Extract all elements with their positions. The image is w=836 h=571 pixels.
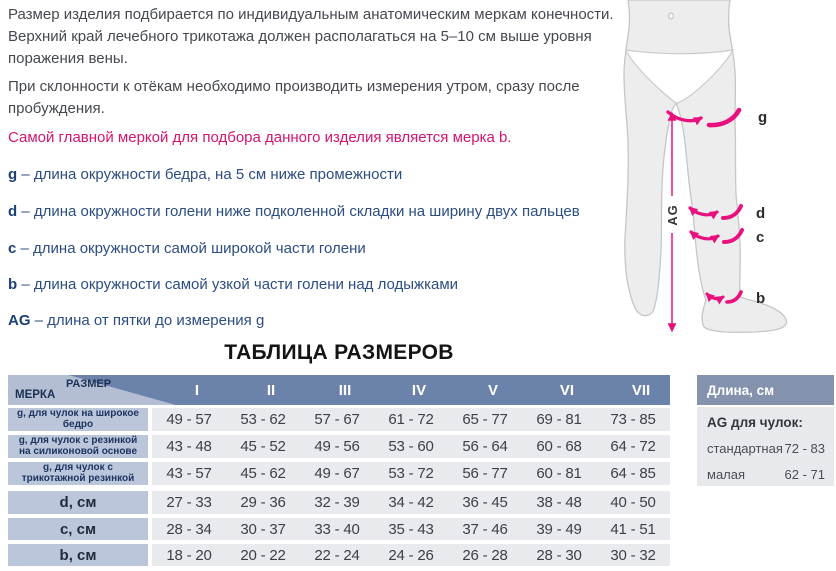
table-cell: 38 - 48 <box>536 494 582 511</box>
table-cell: 20 - 22 <box>240 546 286 564</box>
body-silhouette <box>624 0 786 332</box>
column-header: II <box>266 381 276 399</box>
column-header: VII <box>631 381 651 399</box>
row-values <box>152 435 670 458</box>
definition-ag <box>8 312 648 329</box>
table-cell: 49 - 56 <box>314 438 360 455</box>
column-header: V <box>487 381 498 399</box>
row-label: g, для чулок с трикотажной резинкой <box>8 462 148 485</box>
size-table-title: ТАБЛИЦА РАЗМЕРОВ <box>224 341 454 364</box>
table-cell: 41 - 51 <box>610 520 656 538</box>
table-cell: 61 - 72 <box>388 411 434 428</box>
table-cell: 36 - 45 <box>462 494 508 511</box>
table-cell: 60 - 68 <box>536 438 582 455</box>
size-table-header <box>8 375 670 405</box>
definition-d <box>8 203 648 220</box>
definition-ag-term: AG <box>8 312 31 329</box>
length-panel-subheader: AG для чулок: <box>707 415 803 430</box>
length-row-value: 62 - 71 <box>784 467 825 482</box>
definition-g-text: – длина окружности бедра, на 5 см ниже промежности <box>21 166 403 183</box>
row-label: d, см <box>8 491 148 514</box>
length-row-label: малая <box>707 467 746 482</box>
column-header: I <box>194 381 200 399</box>
table-cell: 18 - 20 <box>166 546 212 564</box>
table-row <box>8 491 670 514</box>
length-row-standard <box>707 441 825 456</box>
definition-ag-text: – длина от пятки до измерения g <box>34 312 265 329</box>
table-cell: 69 - 81 <box>536 411 582 428</box>
table-cell: 27 - 33 <box>166 494 212 511</box>
definition-g <box>8 166 648 183</box>
table-cell: 45 - 52 <box>240 438 286 455</box>
length-panel-body <box>697 407 834 486</box>
length-row-value: 72 - 83 <box>784 441 825 456</box>
row-values <box>152 462 670 485</box>
d-label: d <box>756 205 766 222</box>
table-cell: 53 - 60 <box>388 438 434 455</box>
table-cell: 29 - 36 <box>240 494 286 511</box>
definition-d-term: d <box>8 203 18 220</box>
table-cell: 73 - 85 <box>610 411 656 428</box>
ag-arrow-label: AG <box>665 204 680 226</box>
definition-b <box>8 276 648 293</box>
table-cell: 57 - 67 <box>314 411 360 428</box>
table-cell: 40 - 50 <box>610 494 656 511</box>
table-cell: 34 - 42 <box>388 494 434 511</box>
definition-g-term: g <box>8 166 18 183</box>
table-cell: 30 - 37 <box>240 520 286 538</box>
table-cell: 32 - 39 <box>314 494 360 511</box>
intro-paragraph-2: При склонности к отёкам необходимо производить измерения утром, сразу после пробуждения. <box>8 78 580 117</box>
definition-c-text: – длина окружности самой широкой части голени <box>20 240 366 257</box>
definition-b-text: – длина окружности самой узкой части голени над лодыжками <box>21 276 459 293</box>
table-cell: 64 - 72 <box>610 438 656 455</box>
table-cell: 30 - 32 <box>610 546 656 564</box>
table-cell: 53 - 62 <box>240 411 286 428</box>
table-cell: 49 - 57 <box>166 411 212 428</box>
column-header: IV <box>411 381 427 399</box>
c-label: c <box>756 229 765 246</box>
row-values <box>152 544 670 566</box>
row-label: g, для чулок с резинкой на силиконовой основе <box>8 435 148 458</box>
definition-b-term: b <box>8 276 18 293</box>
table-cell: 43 - 57 <box>166 465 212 482</box>
key-measure-note: Самой главной меркой для подбора данного изделия является мерка b. <box>8 129 512 146</box>
table-cell: 53 - 72 <box>388 465 434 482</box>
table-cell: 64 - 85 <box>610 465 656 482</box>
table-cell: 60 - 81 <box>536 465 582 482</box>
b-label: b <box>756 290 766 307</box>
table-cell: 33 - 40 <box>314 520 360 538</box>
row-label: g, для чулок на широкое бедро <box>8 408 148 431</box>
table-cell: 49 - 67 <box>314 465 360 482</box>
table-row <box>8 408 670 431</box>
navel-mark <box>669 13 674 19</box>
intro-paragraph-1: Размер изделия подбирается по индивидуальным анатомическим меркам конечности. Верхний край лечебного трикотажа должен располагаться на 5–10 см выше уровня поражения вены. <box>8 6 614 67</box>
table-cell: 56 - 77 <box>462 465 508 482</box>
table-cell: 65 - 77 <box>462 411 508 428</box>
table-row <box>8 462 670 485</box>
length-row-label: стандартная <box>707 441 783 456</box>
table-cell: 28 - 30 <box>536 546 582 564</box>
size-columns <box>160 375 678 405</box>
table-cell: 56 - 64 <box>462 438 508 455</box>
definition-c-term: c <box>8 240 17 257</box>
g-label: g <box>758 109 768 126</box>
column-header: III <box>338 381 352 399</box>
table-cell: 28 - 34 <box>166 520 212 538</box>
definition-c <box>8 240 648 257</box>
table-cell: 39 - 49 <box>536 520 582 538</box>
table-cell: 24 - 26 <box>388 546 434 564</box>
table-cell: 22 - 24 <box>314 546 360 564</box>
row-label: b, см <box>8 544 148 566</box>
corner-label-measure: МЕРКА <box>15 389 56 401</box>
table-row <box>8 544 670 566</box>
legs-measurement-figure <box>615 0 836 345</box>
column-header: VI <box>559 381 575 399</box>
table-row <box>8 435 670 458</box>
definition-d-text: – длина окружности голени ниже подколенной складки на ширину двух пальцев <box>21 203 580 220</box>
length-panel-header: Длина, см <box>697 375 834 405</box>
row-values <box>152 408 670 431</box>
table-cell: 37 - 46 <box>462 520 508 538</box>
row-label: c, см <box>8 518 148 540</box>
row-values <box>152 518 670 540</box>
row-values <box>152 491 670 514</box>
corner-label-size: РАЗМЕР <box>66 378 112 390</box>
table-cell: 35 - 43 <box>388 520 434 538</box>
table-cell: 43 - 48 <box>166 438 212 455</box>
table-cell: 45 - 62 <box>240 465 286 482</box>
table-row <box>8 518 670 540</box>
length-row-small <box>707 467 825 482</box>
table-cell: 26 - 28 <box>462 546 508 564</box>
